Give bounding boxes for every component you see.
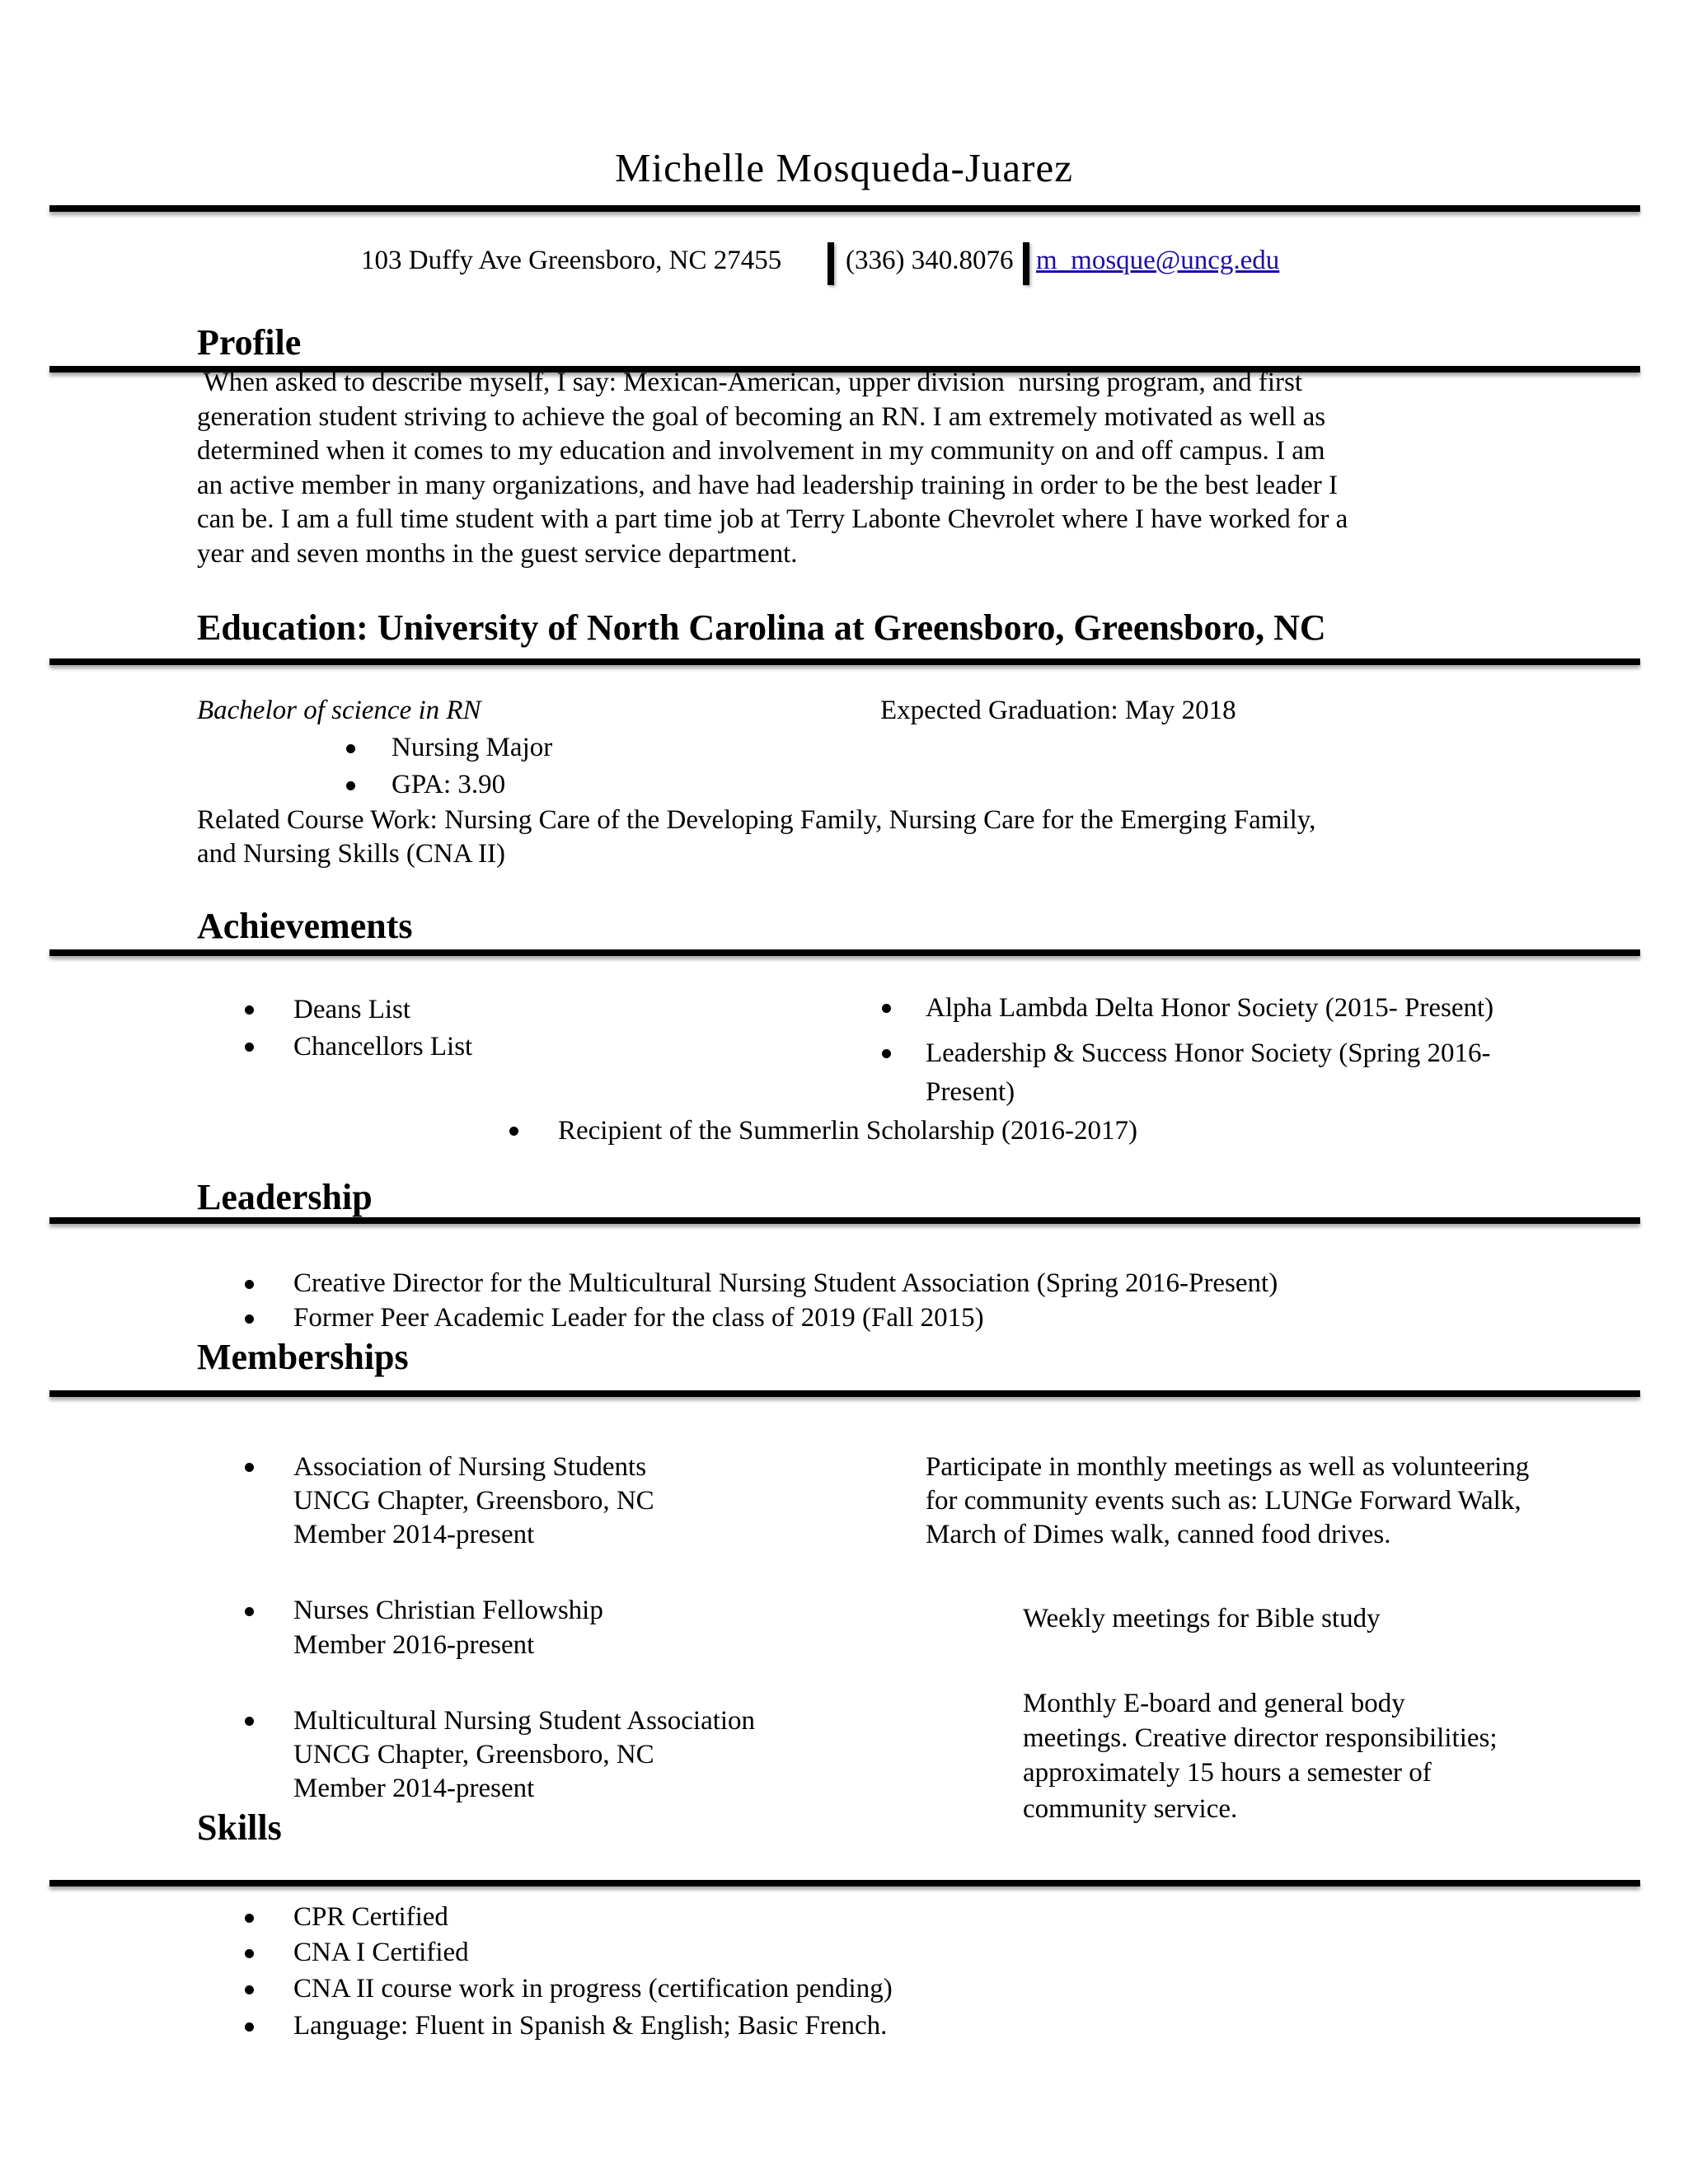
membership-years: Member 2016-present	[293, 1630, 535, 1660]
profile-line: determined when it comes to my education and involvement in my community on and off campus. I am	[197, 436, 1325, 466]
bullet	[346, 781, 355, 790]
bullet	[245, 1607, 254, 1616]
coursework-line: and Nursing Skills (CNA II)	[197, 839, 505, 869]
header-rule	[49, 205, 1640, 212]
leadership-rule	[49, 1217, 1640, 1224]
profile-line: can be. I am a full time student with a part time job at Terry Labonte Chevrolet where I have worked for a	[197, 504, 1348, 534]
name-heading: Michelle Mosqueda-Juarez	[615, 145, 1073, 190]
contact-separator	[1023, 242, 1029, 285]
membership-description: meetings. Creative director responsibilities;	[1023, 1723, 1498, 1753]
skill-item: CNA I Certified	[293, 1938, 469, 1967]
bullet	[245, 1043, 254, 1052]
degree: Bachelor of science in RN	[197, 696, 481, 725]
bullet	[245, 2022, 254, 2032]
achievement-item: Deans List	[293, 995, 411, 1024]
bullet	[245, 1717, 254, 1726]
coursework-line: Related Course Work: Nursing Care of the Developing Family, Nursing Care for the Emerging Family,	[197, 805, 1316, 835]
bullet	[882, 1004, 891, 1013]
contact-phone: (336) 340.8076	[846, 246, 1014, 275]
bullet	[882, 1049, 891, 1058]
education-bullet-item: GPA: 3.90	[392, 770, 506, 799]
bullet	[245, 1280, 254, 1289]
contact-address: 103 Duffy Ave Greensboro, NC 27455	[361, 246, 782, 275]
expected-graduation: Expected Graduation: May 2018	[880, 696, 1236, 725]
profile-line: When asked to describe myself, I say: Mexican-American, upper division nursing program, and first	[197, 368, 1303, 397]
contact-separator	[828, 242, 834, 285]
membership-years: Member 2014-present	[293, 1774, 535, 1803]
profile-heading: Profile	[197, 322, 302, 363]
membership-chapter: UNCG Chapter, Greensboro, NC	[293, 1486, 654, 1516]
contact-email-link[interactable]: m_mosque@uncg.edu	[1036, 246, 1280, 275]
membership-description: for community events such as: LUNGe Forward Walk,	[926, 1486, 1522, 1516]
achievement-item: Chancellors List	[293, 1032, 473, 1062]
membership-org: Association of Nursing Students	[293, 1452, 647, 1482]
achievement-item: Leadership & Success Honor Society (Spring 2016-	[926, 1038, 1491, 1068]
memberships-heading: Memberships	[197, 1337, 409, 1377]
achievement-item: Alpha Lambda Delta Honor Society (2015- Present)	[926, 993, 1494, 1023]
leadership-heading: Leadership	[197, 1177, 373, 1217]
bullet	[346, 744, 355, 753]
skill-item: Language: Fluent in Spanish & English; Basic French.	[293, 2011, 888, 2041]
membership-description: March of Dimes walk, canned food drives.	[926, 1520, 1391, 1549]
leadership-item: Creative Director for the Multicultural Nursing Student Association (Spring 2016-Present)	[293, 1268, 1278, 1298]
skills-heading: Skills	[197, 1807, 282, 1848]
skill-item: CNA II course work in progress (certification pending)	[293, 1974, 893, 2004]
profile-line: year and seven months in the guest service department.	[197, 539, 798, 569]
memberships-rule	[49, 1390, 1640, 1397]
education-heading: Education: University of North Carolina at Greensboro, Greensboro, NC	[197, 607, 1326, 648]
membership-description: Weekly meetings for Bible study	[1023, 1604, 1381, 1633]
bullet	[245, 1315, 254, 1324]
membership-description: approximately 15 hours a semester of	[1023, 1758, 1432, 1788]
bullet	[245, 1985, 254, 1994]
skill-item: CPR Certified	[293, 1902, 448, 1932]
profile-line: generation student striving to achieve the goal of becoming an RN. I am extremely motivated as well as	[197, 402, 1326, 432]
bullet	[245, 1463, 254, 1472]
membership-chapter: UNCG Chapter, Greensboro, NC	[293, 1740, 654, 1769]
membership-org: Multicultural Nursing Student Association	[293, 1706, 756, 1736]
achievements-rule	[49, 949, 1640, 956]
achievement-item-continued: Present)	[926, 1077, 1015, 1107]
bullet	[245, 1005, 254, 1015]
bullet	[245, 1914, 254, 1923]
membership-org: Nurses Christian Fellowship	[293, 1596, 603, 1625]
membership-description: community service.	[1023, 1794, 1238, 1824]
membership-description: Monthly E-board and general body	[1023, 1689, 1405, 1718]
profile-line: an active member in many organizations, and have had leadership training in order to be the best leader I	[197, 471, 1338, 500]
skills-rule	[49, 1880, 1640, 1886]
leadership-item: Former Peer Academic Leader for the class of 2019 (Fall 2015)	[293, 1303, 984, 1333]
education-bullet-item: Nursing Major	[392, 733, 553, 762]
bullet	[509, 1127, 518, 1136]
membership-description: Participate in monthly meetings as well as volunteering	[926, 1452, 1530, 1482]
bullet	[245, 1949, 254, 1958]
membership-years: Member 2014-present	[293, 1520, 535, 1549]
achievement-item: Recipient of the Summerlin Scholarship (2016-2017)	[558, 1116, 1137, 1146]
education-rule	[49, 658, 1640, 665]
achievements-heading: Achievements	[197, 906, 413, 946]
